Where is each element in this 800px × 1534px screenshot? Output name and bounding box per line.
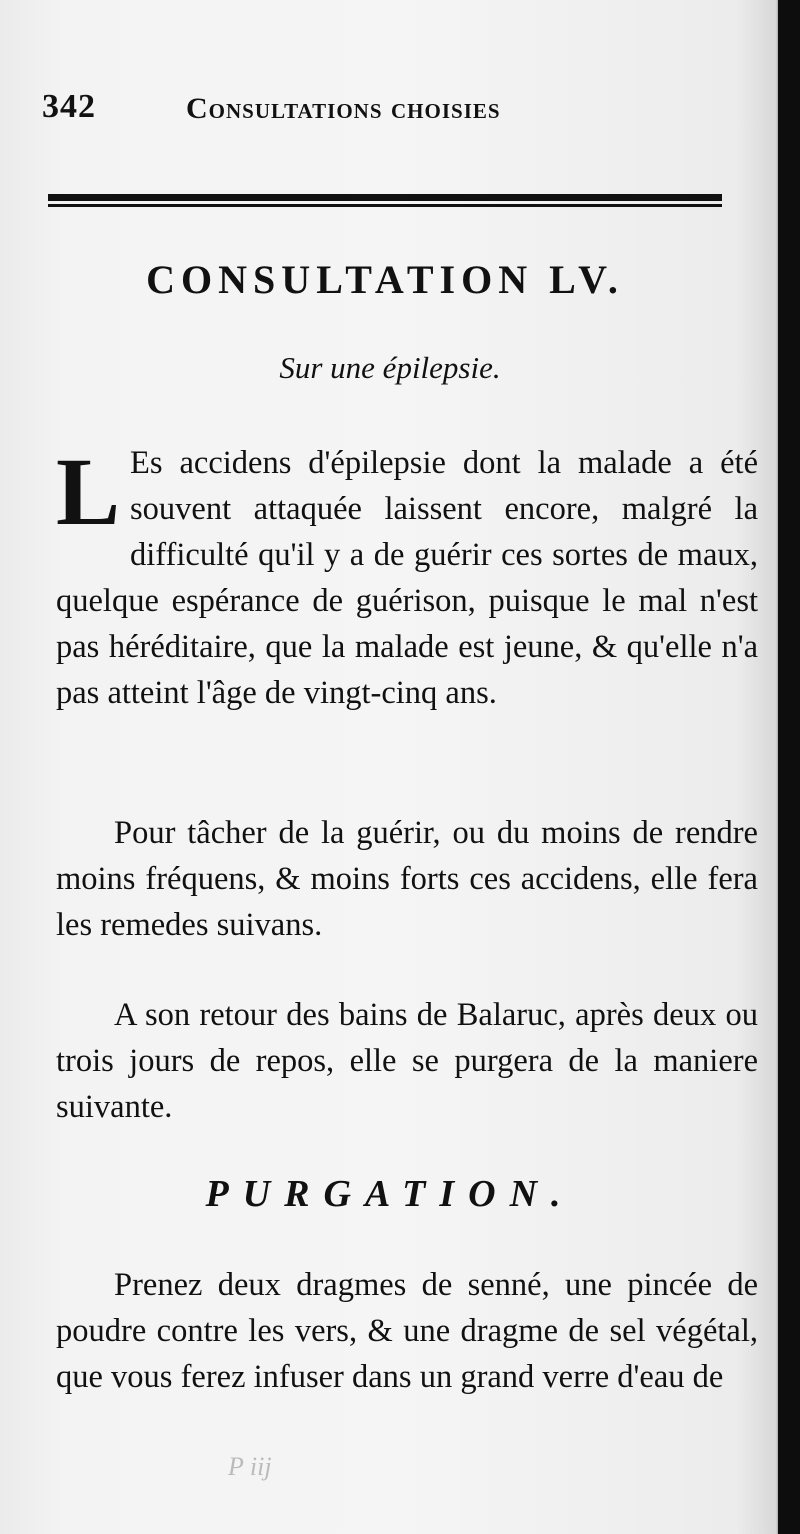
drop-cap: L: [56, 438, 121, 545]
paragraph-3: A son retour des bains de Balaruc, après deux ou trois jours de repos, elle se purgera de la maniere suivante.: [56, 997, 758, 1125]
section-heading: PURGATION.: [205, 1173, 575, 1215]
page-edge-shadow: [778, 0, 800, 1534]
paragraph-4: Prenez deux dragmes de senné, une pincée de poudre contre les vers, & une dragme de sel végétal, que vous ferez infuser dans un grand verre d'eau de: [56, 1267, 758, 1395]
chapter-title: CONSULTATION LV.: [146, 257, 624, 302]
header-rule-thin: [48, 204, 722, 207]
page-number: 342: [42, 88, 96, 125]
paragraph-2: Pour tâcher de la guérir, ou du moins de rendre moins fréquens, & moins forts ces accidens, elle fera les remedes suivans.: [56, 815, 758, 943]
paragraph-1: [56, 440, 758, 716]
paragraph-1-text: Es accidens d'épilepsie dont la malade a été souvent attaquée laissent encore, malgré la difficulté qu'il y a de guérir ces sortes de maux, quelque espérance de guérison, puisque le mal n'est pas héréditaire, que la malade est jeune, & qu'elle n'a pas atteint l'âge de vingt-cinq ans.: [56, 445, 758, 711]
page-header: [40, 88, 680, 138]
running-title: Consultations choisies: [186, 92, 501, 125]
printer-signature: P iij: [228, 1452, 272, 1481]
chapter-subtitle: Sur une épilepsie.: [279, 350, 501, 385]
header-rule-thick: [48, 194, 722, 201]
header-rule: [48, 194, 722, 208]
